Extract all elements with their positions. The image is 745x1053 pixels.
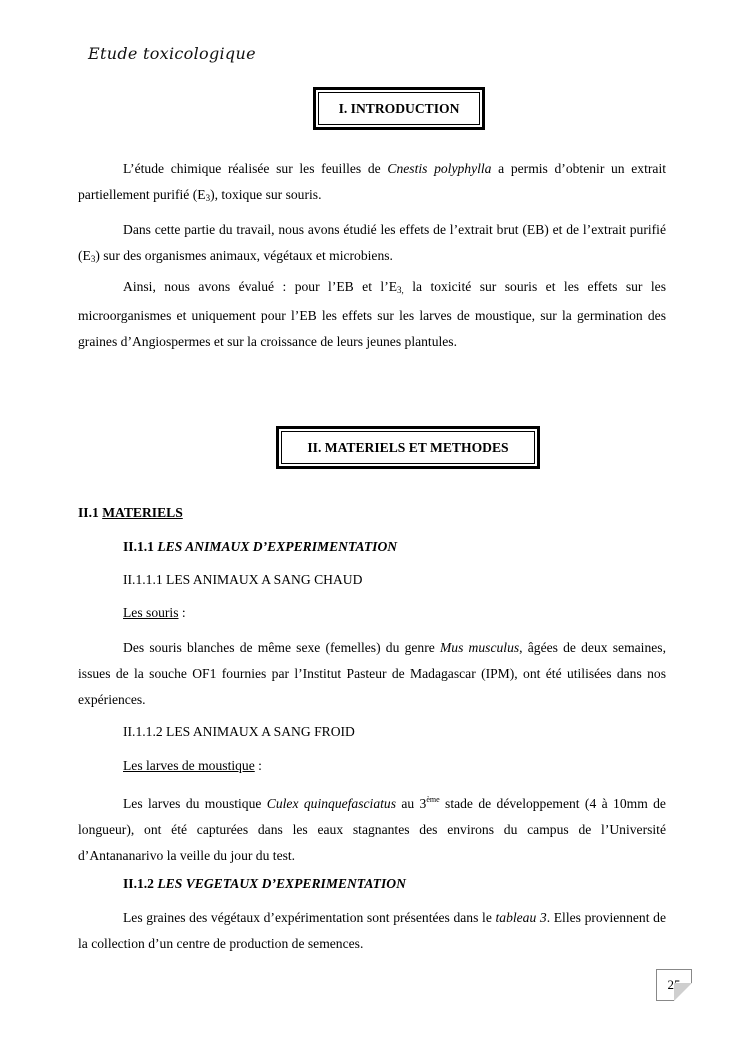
heading-label: LES ANIMAUX D’EXPERIMENTATION xyxy=(157,539,398,554)
species-name: Cnestis polyphylla xyxy=(387,161,492,176)
paragraph-larves xyxy=(78,787,666,869)
species-name: Culex quinquefasciatus xyxy=(266,796,396,811)
text: stade de développement (4 à 10mm de longueur), ont été capturées dans les eaux stagnantes des environs du campus de l’Université d’Antananarivo la veille du jour du test. xyxy=(78,796,666,863)
section-title-box xyxy=(313,87,485,130)
heading-sang-froid: II.1.1.2 LES ANIMAUX A SANG FROID xyxy=(123,724,355,739)
paragraph-vegetaux xyxy=(78,905,666,957)
intro-paragraph-2 xyxy=(78,217,666,272)
text: Dans cette partie du travail, nous avons étudié les effets de l’extrait brut (EB) et de l’extrait purifié (E xyxy=(78,222,666,263)
text: ) sur des organismes animaux, végétaux et microbiens. xyxy=(95,248,393,263)
text: L’étude chimique réalisée sur les feuilles de xyxy=(123,161,388,176)
heading-number: II.1.2 xyxy=(123,876,158,891)
text: , âgées de deux semaines, issues de la souche OF1 fournies par l’Institut Pasteur de Madagascar (IPM), ont été utilisées dans nos expériences. xyxy=(78,640,666,707)
page-curl-icon xyxy=(674,983,692,1001)
running-head: Etude toxicologique xyxy=(88,44,256,63)
label-text: Les souris xyxy=(123,605,179,620)
text: Des souris blanches de même sexe (femelles) du genre xyxy=(123,640,440,655)
text: au 3 xyxy=(395,796,427,811)
heading-sang-chaud: II.1.1.1 LES ANIMAUX A SANG CHAUD xyxy=(123,572,363,587)
section-title-introduction: I. INTRODUCTION xyxy=(318,92,480,125)
intro-paragraph-1 xyxy=(78,156,666,211)
heading-materiels xyxy=(78,505,183,521)
page-number: 25 xyxy=(667,977,681,992)
text: Ainsi, nous avons évalué : pour l’EB et l’E xyxy=(123,279,398,294)
table-reference: tableau 3 xyxy=(495,910,547,925)
subscript: 3 xyxy=(205,193,211,203)
heading-number: II.1 xyxy=(78,505,103,520)
heading-label: MATERIELS xyxy=(102,505,183,520)
heading-number: II.1.1 xyxy=(123,539,158,554)
label-suffix: : xyxy=(178,605,186,620)
label-suffix: : xyxy=(254,758,262,773)
section-title-materiels-methodes: II. MATERIELS ET METHODES xyxy=(281,431,535,464)
label-larves xyxy=(123,758,262,774)
page-number-box xyxy=(656,969,692,1001)
subscript: 3, xyxy=(397,285,404,295)
section-title-box xyxy=(276,426,540,469)
subscript: 3 xyxy=(90,254,96,264)
intro-paragraph-3 xyxy=(78,274,666,355)
heading-vegetaux xyxy=(123,876,406,892)
genus-name: Mus musculus xyxy=(439,640,520,655)
text: . Elles proviennent de la collection d’un centre de production de semences. xyxy=(78,910,666,951)
label-souris xyxy=(123,605,186,621)
paragraph-souris xyxy=(78,635,666,713)
text: la toxicité sur souris et les effets sur les microorganismes et uniquement pour l’EB les effets sur les larves de moustique, sur la germination des graines d’Angiospermes et sur la croissance de leurs jeunes plantules. xyxy=(78,279,667,349)
text: Les larves du moustique xyxy=(123,796,267,811)
heading-animaux xyxy=(123,539,397,555)
superscript: ème xyxy=(426,795,440,804)
text: Les graines des végétaux d’expérimentation sont présentées dans le xyxy=(123,910,496,925)
label-text: Les larves de moustique xyxy=(123,758,255,773)
text: ), toxique sur souris. xyxy=(210,187,322,202)
text: a permis d’obtenir un extrait partiellement purifié (E xyxy=(78,161,666,202)
heading-label: LES VEGETAUX D’EXPERIMENTATION xyxy=(157,876,406,891)
